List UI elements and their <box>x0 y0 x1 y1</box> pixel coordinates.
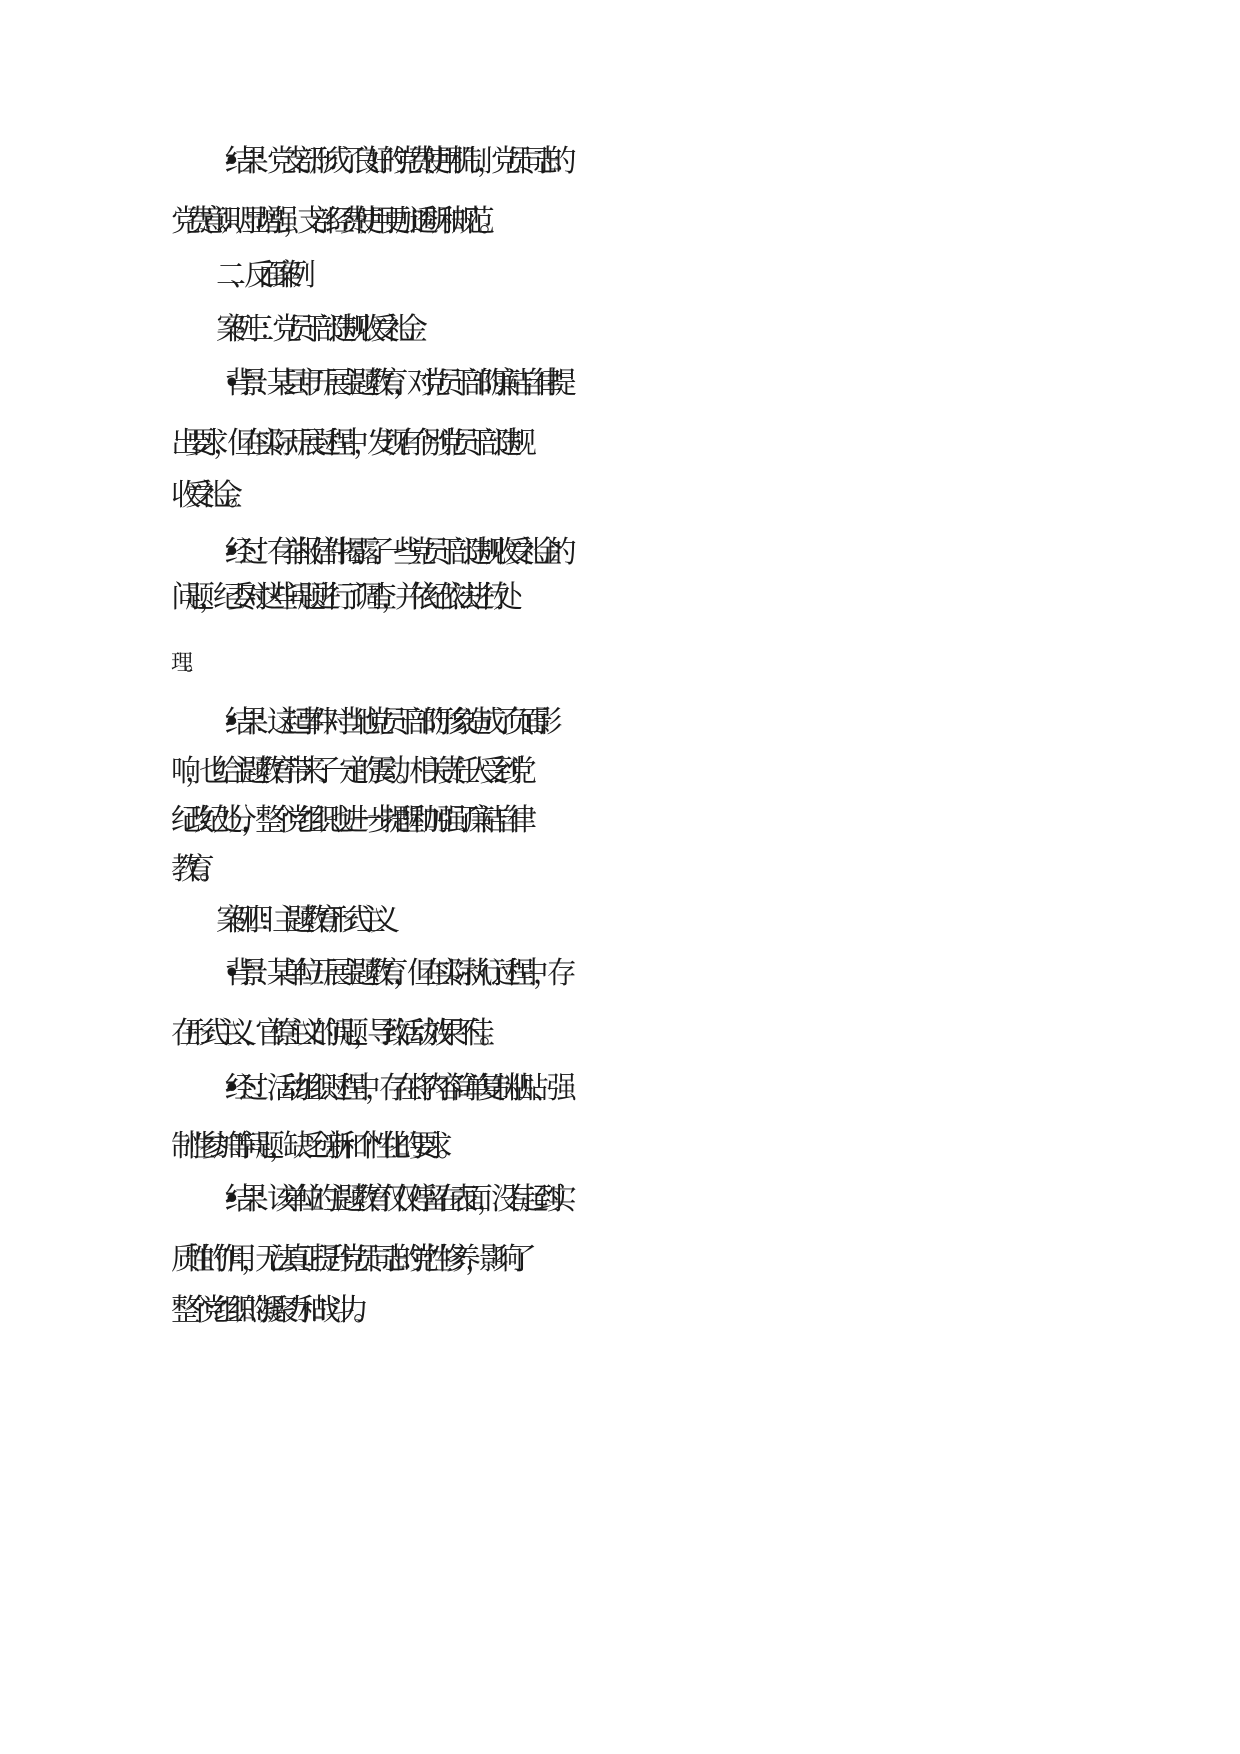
paragraph-line: •背景：某单位开展主题教育，但在实际执行过程中，存 <box>223 956 561 991</box>
paragraph-line: 整个党组织的凝聚力和战斗力。 <box>171 1293 367 1328</box>
paragraph-line: •经过：有举报信件揭露了一些党员干部违规收受礼金的 <box>223 535 561 570</box>
paragraph-line: 制性参加等问题，缺乏创新和个性化的要求。 <box>171 1129 451 1164</box>
case-heading: 案例四：主题教育形式主义 <box>216 903 384 938</box>
paragraph-line: 质性的作用，无法真正提升党员同志的党性修养，影响了 <box>171 1242 521 1277</box>
paragraph-line: 教育。 <box>171 852 213 887</box>
paragraph-line: 响，也给主题教育带来了一定的震动。相关责任人受到党 <box>171 754 521 789</box>
paragraph-line: 党费意识明显增强，支部经费使用更加透明和规范。 <box>171 204 493 239</box>
paragraph-line: •经过：活动组织过程中，存在将内容简单复制粘贴、强 <box>223 1071 561 1106</box>
paragraph-line: 出要求，但在实际开展过程中，发现有个别党员干部违规 <box>171 426 521 461</box>
paragraph-line: 在形式主义、官僚主义的问题，导致活动效果不佳。 <box>171 1016 493 1051</box>
paragraph-line: 问题，纪委对这些问题进行了调查，并依纪依法进行处 <box>171 580 507 615</box>
case-heading: 案例三：党员干部违规收受礼金 <box>216 312 412 347</box>
section-heading: 二、反面案例 <box>216 258 300 293</box>
paragraph-line: 理。 <box>171 651 200 676</box>
paragraph-line: 纪政纪处分，整个党组织也进一步提醒和加强了廉洁自律 <box>171 803 521 838</box>
paragraph-line: 收受礼金。 <box>171 478 241 513</box>
paragraph-line: •结果：这起事件对当地党员干部的形象造成了负面影 <box>223 705 547 740</box>
paragraph-line: •结果：党支部形成了良好的党费使用机制，党员同志的 <box>223 144 561 179</box>
paragraph-line: •背景：某县市开展主题教育，对党员干部的廉洁自律提 <box>223 366 561 401</box>
paragraph-line: •结果：该单位的主题教育仅仅停留在表面，没有起到实 <box>223 1182 561 1217</box>
